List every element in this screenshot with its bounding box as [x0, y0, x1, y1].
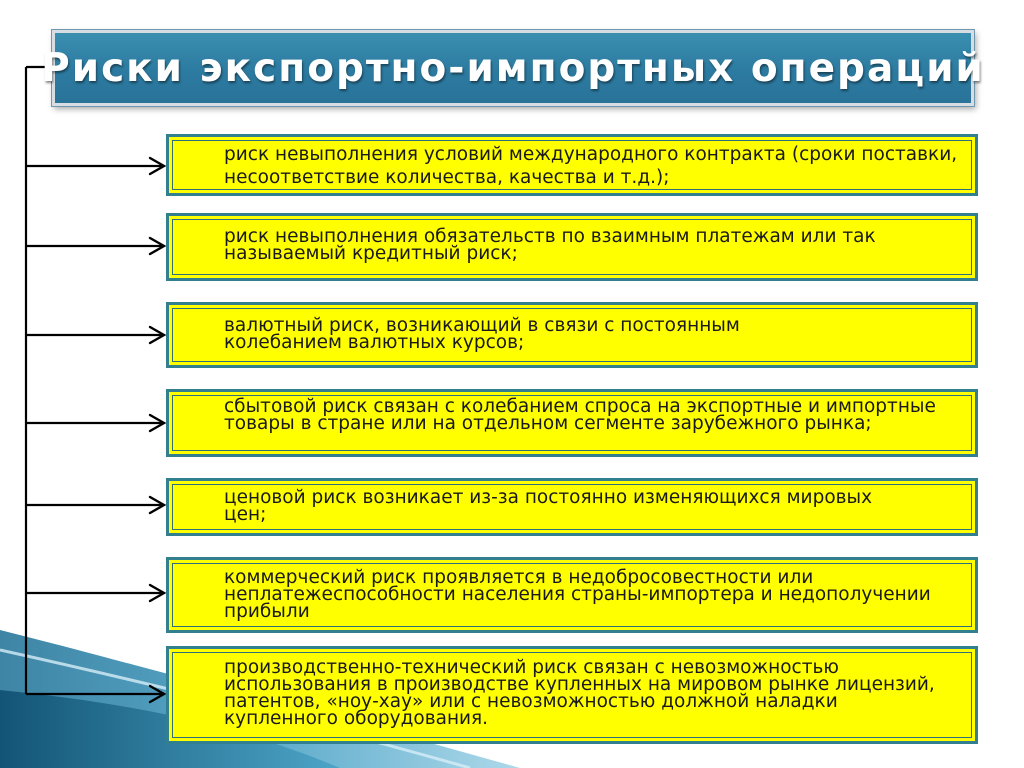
risk-box-production — [166, 646, 978, 744]
risk-text: риск невыполнения условий международного контракта (сроки поставки, несоответствие количества, качества и т.д.); — [224, 144, 958, 188]
page-title: Риски экспортно-импортных операций — [41, 45, 985, 91]
title-banner — [41, 30, 985, 106]
risk-box-sales — [166, 389, 978, 457]
risk-text: производственно-технический риск связан с невозможностью использования в производстве купленных на мировом рынке лицензий, патентов, «ноу-хау» или с невозможностью должной наладки купленного оборудования. — [224, 657, 935, 729]
risk-text: ценовой риск возникает из-за постоянно изменяющихся мировых цен; — [224, 487, 873, 525]
risk-text: коммерческий риск проявляется в недобросовестности или неплатежеспособности населения страны-импортера и недополучении прибыли — [224, 567, 931, 622]
risk-text: валютный риск, возникающий в связи с постоянным колебанием валютных курсов; — [224, 315, 740, 353]
risk-text: риск невыполнения обязательств по взаимным платежам или так называемый кредитный риск; — [224, 226, 876, 264]
risk-box-price — [166, 478, 978, 536]
risk-text: сбытовой риск связан с колебанием спроса на экспортные и импортные товары в стране или на отдельном сегменте зарубежного рынка; — [224, 396, 936, 434]
risk-box-currency — [166, 302, 978, 368]
risk-box-credit — [166, 213, 978, 281]
risk-box-contract — [166, 134, 978, 196]
risk-box-commercial — [166, 557, 978, 633]
